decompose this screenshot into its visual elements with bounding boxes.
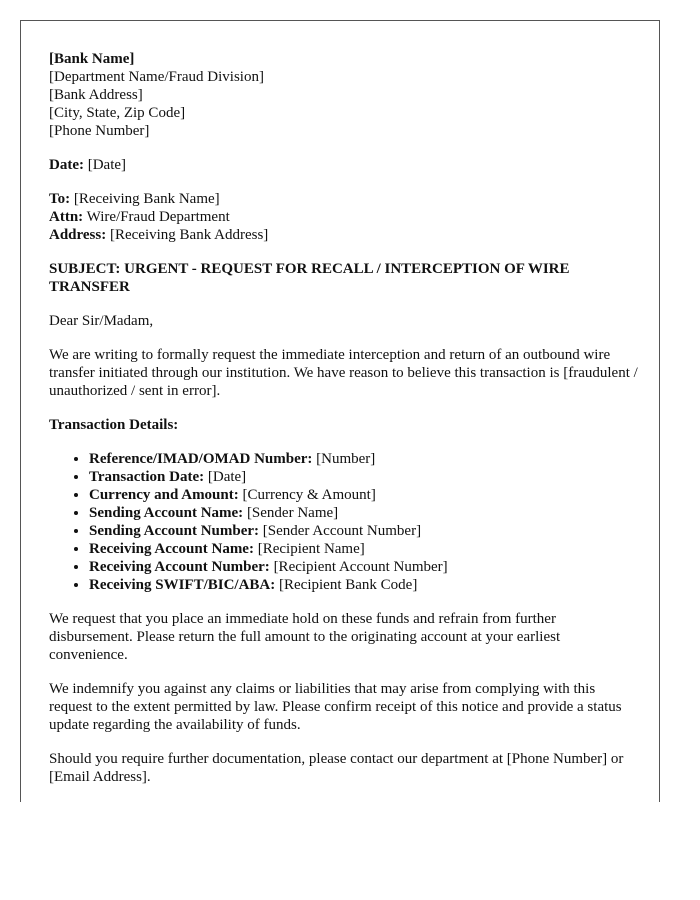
recipient-to-value: [Receiving Bank Name] xyxy=(73,191,220,207)
recipient-block xyxy=(49,190,641,244)
recipient-address-line xyxy=(49,226,641,244)
detail-label: Sending Account Number: xyxy=(89,523,260,539)
date-label: Date: xyxy=(49,157,84,173)
date-line xyxy=(49,156,641,174)
sender-address-block xyxy=(49,50,641,140)
list-item xyxy=(89,576,641,594)
sender-bank-name: [Bank Name] xyxy=(49,51,135,67)
indemnification-paragraph: We indemnify you against any claims or liabilities that may arise from complying with this request to the extent permitted by law. Please confirm receipt of this notice and provide a status update regarding the availability of funds. xyxy=(49,681,622,733)
subject-line: SUBJECT: URGENT - REQUEST FOR RECALL / INTERCEPTION OF WIRE TRANSFER xyxy=(49,261,570,295)
detail-value: [Number] xyxy=(316,451,376,467)
detail-value: [Recipient Account Number] xyxy=(273,559,448,575)
intro-paragraph: We are writing to formally request the immediate interception and return of an outbound wire transfer initiated through our institution. We have reason to believe this transaction is [fraudulent / unauthorized / sent in error]. xyxy=(49,347,638,399)
detail-label: Transaction Date: xyxy=(89,469,205,485)
detail-label: Receiving Account Number: xyxy=(89,559,270,575)
letter-body xyxy=(49,50,641,802)
detail-value: [Sender Account Number] xyxy=(262,523,422,539)
recipient-attn-value: Wire/Fraud Department xyxy=(86,209,230,225)
contact-paragraph: Should you require further documentation, please contact our department at [Phone Number] or [Email Address]. xyxy=(49,751,624,785)
recipient-address-label: Address: xyxy=(49,227,107,243)
sender-phone: [Phone Number] xyxy=(49,123,150,139)
hold-request-paragraph: We request that you place an immediate hold on these funds and refrain from further disbursement. Please return the full amount to the originating account at your earliest convenience. xyxy=(49,611,561,663)
recipient-to-label: To: xyxy=(49,191,71,207)
detail-value: [Sender Name] xyxy=(246,505,339,521)
list-item xyxy=(89,468,641,486)
list-item xyxy=(89,540,641,558)
transaction-details-heading: Transaction Details: xyxy=(49,417,179,433)
letter-page xyxy=(20,20,660,802)
list-item xyxy=(89,522,641,540)
detail-value: [Currency & Amount] xyxy=(242,487,376,503)
detail-label: Receiving Account Name: xyxy=(89,541,254,557)
recipient-attn-label: Attn: xyxy=(49,209,84,225)
salutation: Dear Sir/Madam, xyxy=(49,313,154,329)
detail-value: [Date] xyxy=(207,469,247,485)
detail-value: [Recipient Name] xyxy=(257,541,365,557)
detail-label: Sending Account Name: xyxy=(89,505,244,521)
sender-address: [Bank Address] xyxy=(49,87,143,103)
recipient-address-value: [Receiving Bank Address] xyxy=(109,227,269,243)
sender-department: [Department Name/Fraud Division] xyxy=(49,69,264,85)
transaction-details-list xyxy=(49,450,641,594)
list-item xyxy=(89,486,641,504)
list-item xyxy=(89,450,641,468)
date-value: [Date] xyxy=(87,157,127,173)
detail-label: Currency and Amount: xyxy=(89,487,239,503)
list-item xyxy=(89,558,641,576)
list-item xyxy=(89,504,641,522)
sender-city-state-zip: [City, State, Zip Code] xyxy=(49,105,186,121)
detail-label: Receiving SWIFT/BIC/ABA: xyxy=(89,577,276,593)
recipient-attn-line xyxy=(49,208,641,226)
detail-value: [Recipient Bank Code] xyxy=(279,577,418,593)
detail-label: Reference/IMAD/OMAD Number: xyxy=(89,451,313,467)
recipient-to-line xyxy=(49,190,641,208)
